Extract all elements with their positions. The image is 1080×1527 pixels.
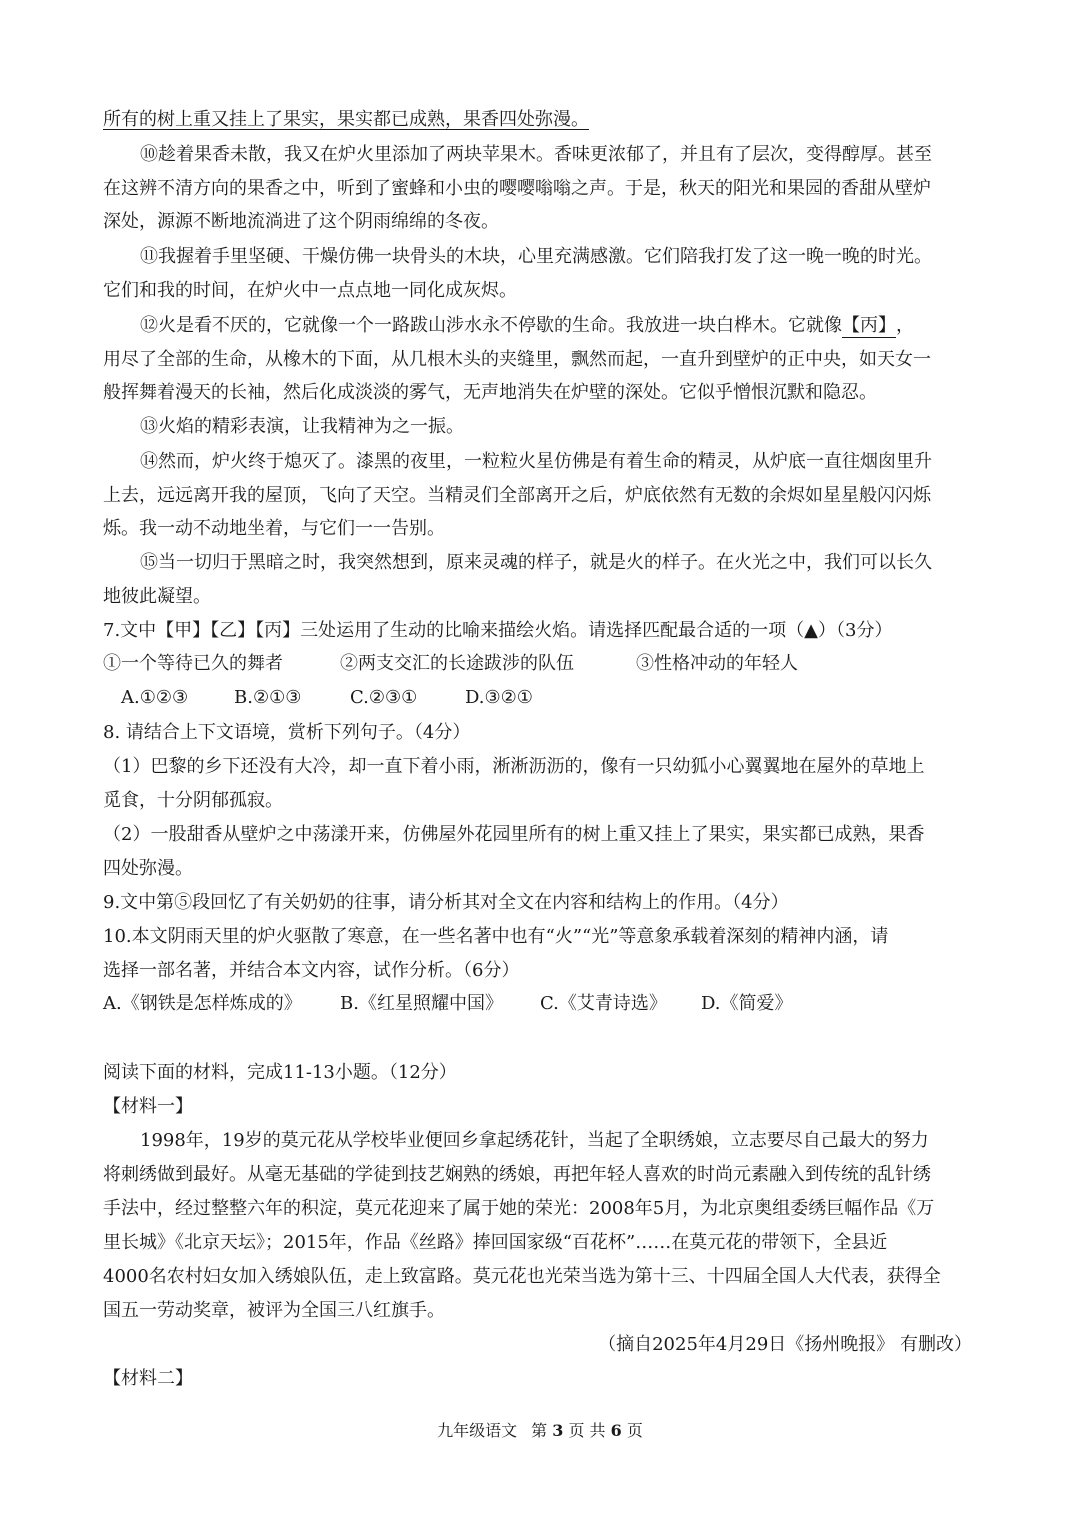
question-8-sentence-1-line: （1）巴黎的乡下还没有大冷，却一直下着小雨，淅淅沥沥的，像有一只幼狐小心翼翼地在屋外的草地上 <box>103 756 925 777</box>
page-footer <box>0 1418 1080 1441</box>
story-paragraph-14-line: 上去，远远离开我的屋顶，飞向了天空。当精灵们全部离开之后，炉底依然有无数的余烬如星星般闪闪烁 <box>103 485 931 506</box>
material-2-title: 【材料二】 <box>103 1368 193 1389</box>
question-10-option: A.《钢铁是怎样炼成的》 <box>103 993 302 1014</box>
question-8: 8. 请结合上下文语境，赏析下列句子。（4分） <box>103 722 471 743</box>
blank-bing: 【丙】 <box>842 315 896 336</box>
question-7: 7.文中【甲】【乙】【丙】三处运用了生动的比喻来描绘火焰。请选择匹配最合适的一项（▲）（3分） <box>103 620 893 641</box>
question-10-option: C.《艾青诗选》 <box>540 993 667 1014</box>
story-paragraph-12-line: 用尽了全部的生命，从橡木的下面，从几根木头的夹缝里，飘然而起，一直升到壁炉的正中央，如天女一 <box>103 349 931 370</box>
story-paragraph-12-line: 般挥舞着漫天的长袖，然后化成淡淡的雾气，无声地消失在炉壁的深处。它似乎憎恨沉默和隐忍。 <box>103 382 877 403</box>
material-1-line: 1998年，19岁的莫元花从学校毕业便回乡拿起绣花针，当起了全职绣娘，立志要尽自己最大的努力 <box>140 1130 929 1151</box>
story-paragraph-15-line: ⑮当一切归于黑暗之时，我突然想到，原来灵魂的样子，就是火的样子。在火光之中，我们可以长久 <box>140 552 932 573</box>
paragraph-12-comma: ， <box>896 315 914 336</box>
material-1-source: （摘自2025年4月29日《扬州晚报》 有删改） <box>598 1334 972 1355</box>
question-7-option: C.②③① <box>350 687 418 708</box>
reading-intro: 阅读下面的材料，完成11-13小题。（12分） <box>103 1062 457 1083</box>
material-1-line: 里长城》《北京天坛》；2015年，作品《丝路》捧回国家级“百花杯”……在莫元花的带领下，全县近 <box>103 1232 888 1253</box>
story-paragraph-10-line: 深处，源源不断地流淌进了这个阴雨绵绵的冬夜。 <box>103 211 499 232</box>
story-paragraph-tail: 所有的树上重又挂上了果实，果实都已成熟，果香四处弥漫。 <box>103 109 589 130</box>
footer-subject: 九年级语文 <box>437 1421 518 1440</box>
story-paragraph-11-line: 它们和我的时间，在炉火中一点点地一同化成灰烬。 <box>103 280 517 301</box>
footer-page-number: 3 <box>552 1421 564 1440</box>
story-paragraph-14-line: ⑭然而，炉火终于熄灭了。漆黑的夜里，一粒粒火星仿佛是有着生命的精灵，从炉底一直往烟囱里升 <box>140 451 932 472</box>
footer-page-prefix: 第 <box>531 1421 548 1440</box>
question-8-sentence-2-line: （2）一股甜香从壁炉之中荡漾开来，仿佛屋外花园里所有的树上重又挂上了果实，果实都已成熟，果香 <box>103 824 925 845</box>
story-paragraph-13: ⑬火焰的精彩表演，让我精神为之一振。 <box>140 416 464 437</box>
material-1-line: 将刺绣做到最好。从毫无基础的学徒到技艺娴熟的绣娘，再把年轻人喜欢的时尚元素融入到传统的乱针绣 <box>103 1164 931 1185</box>
question-8-sentence-2-line: 四处弥漫。 <box>103 858 193 879</box>
material-1-line: 国五一劳动奖章，被评为全国三八红旗手。 <box>103 1300 445 1321</box>
question-7-option: A.①②③ <box>121 687 189 708</box>
question-9: 9.文中第⑤段回忆了有关奶奶的往事，请分析其对全文在内容和结构上的作用。（4分） <box>103 892 789 913</box>
paragraph-12-text: ⑫火是看不厌的，它就像一个一路跋山涉水永不停歇的生命。我放进一块白桦木。它就像 <box>140 315 842 336</box>
story-paragraph-10-line: ⑩趁着果香未散，我又在炉火里添加了两块苹果木。香味更浓郁了，并且有了层次，变得醇厚。甚至 <box>140 144 932 165</box>
material-1-line: 4000名农村妇女加入绣娘队伍，走上致富路。莫元花也光荣当选为第十三、十四届全国人大代表，获得全 <box>103 1266 941 1287</box>
footer-page-total: 6 <box>610 1421 622 1440</box>
question-7-item: ②两支交汇的长途跋涉的队伍 <box>340 653 574 674</box>
story-paragraph-14-line: 烁。我一动不动地坐着，与它们一一告别。 <box>103 518 445 539</box>
question-7-option: D.③②① <box>465 687 533 708</box>
question-7-option: B.②①③ <box>234 687 302 708</box>
story-paragraph-10-line: 在这辨不清方向的果香之中，听到了蜜蜂和小虫的嘤嘤嗡嗡之声。于是，秋天的阳光和果园的香甜从壁炉 <box>103 178 931 199</box>
question-7-item: ③性格冲动的年轻人 <box>636 653 798 674</box>
question-7-item: ①一个等待已久的舞者 <box>103 653 283 674</box>
question-10-line: 选择一部名著，并结合本文内容，试作分析。（6分） <box>103 960 520 981</box>
footer-page-mid: 页 共 <box>568 1421 606 1440</box>
question-10-option: D.《简爱》 <box>701 993 793 1014</box>
question-10-line: 10.本文阴雨天里的炉火驱散了寒意，在一些名著中也有“火”“光”等意象承载着深刻的精神内涵，请 <box>103 926 889 947</box>
footer-page-suffix: 页 <box>626 1421 643 1440</box>
material-1-line: 手法中，经过整整六年的积淀，莫元花迎来了属于她的荣光：2008年5月，为北京奥组委绣巨幅作品《万 <box>103 1198 935 1219</box>
story-paragraph-12-line <box>140 314 914 338</box>
question-8-sentence-1-line: 觅食，十分阴郁孤寂。 <box>103 790 283 811</box>
story-paragraph-11-line: ⑪我握着手里坚硬、干燥仿佛一块骨头的木块，心里充满感激。它们陪我打发了这一晚一晚的时光。 <box>140 246 932 267</box>
story-paragraph-15-line: 地彼此凝望。 <box>103 586 211 607</box>
question-10-option: B.《红星照耀中国》 <box>340 993 503 1014</box>
material-1-title: 【材料一】 <box>103 1096 193 1117</box>
